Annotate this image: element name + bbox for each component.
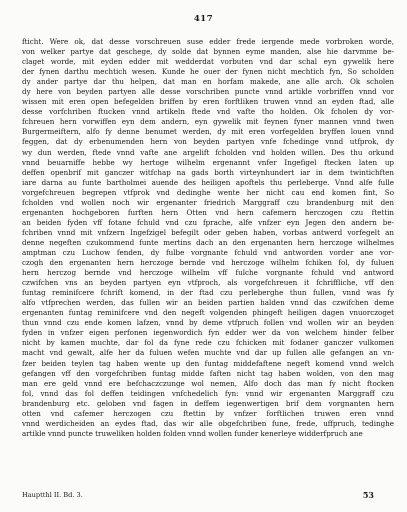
- text-line: fticht. Were ok, dat desse vorschreuen suse edder frede iergende mede vorbroken worde,: [22, 37, 394, 46]
- text-line: hern herczog bernde vnd herczoge wilhelm vff fulche vorgnante fchuld vnd antword: [22, 268, 394, 278]
- text-line: fyden in vnfzer eigen perfonen iegenwordich fyn edder wer da von welchem hinder felber: [22, 328, 394, 338]
- text-line: dy ander partye dar thu helpen, dat man en horfam makede, ane alle arch. Ok scholen: [22, 77, 394, 87]
- signature-mark: Hauptthl II. Bd. 3.: [22, 491, 83, 499]
- text-line: thun vnnd czu ende komen lafzen, vnnd by deme vtfpruch follen vnd wollen wir an beyden: [22, 318, 394, 328]
- text-line: macht vnd gewalt, alfe her da fuluen wefen muchte vnd dar up fullen alle gefangen an vn-: [22, 348, 394, 358]
- text-line: alfo vtfprechen werden, das fullen wir an beiden partien halden vnnd das czwifchen deme: [22, 298, 394, 308]
- text-line: der fynen darthu mechtich wesen. Kunde he ouer der fynen nicht mechtich fyn, So scholden: [22, 67, 394, 77]
- text-line: wissen mit eren open befegelden briffen by eren forftliken truwen vnnd an eyden ftad, alle: [22, 97, 394, 107]
- text-line: Burgermeiftern, alfo fy denne benumet werden, dy mit eren vorfegelden bryffen louen vnnd: [22, 127, 394, 137]
- page-footer: [22, 491, 394, 503]
- text-line: von welker partye dat geschege, dy solde dat bynnen eyme manden, alse hie darvmme be-: [22, 47, 394, 57]
- text-line: brandenburg etc. geloben vnd fagen in deffem iegenwertigen brif dem vorgnanten hern: [22, 398, 394, 408]
- text-line: vorgefchreuen begrepen vtfprok vnd dedinghe wente her nicht cau end komen fint, So: [22, 187, 394, 197]
- text-line: wy dun werden, ftede vnnd vafte ane argelift fcholden vnd holden willen. Des thu orkund: [22, 147, 394, 157]
- text-line: iare darna au funte bartholmei auende des heiligen apoftels thu perleberge. Vnnd alfe fulle: [22, 177, 394, 187]
- text-line: artikle vnnd puncte truweliken holden folden vnnd wollen funder kenerleye widderfpruch ane: [22, 428, 363, 438]
- text-line: desse vorfchriben ftucken vnnd artikeln ftede vnd vafte tho holden. Ok fcholen dy vor-: [22, 107, 394, 117]
- text-line: nicht by kamen muchte, dar fol da fyne rede czu fchicken mit fodaner ganczer vulkomen: [22, 338, 394, 348]
- text-line: vnnd werdicheiden an eydes ftad, das wir alle obgefchriben fune, frede, uffpruch, tedinghe: [22, 418, 394, 428]
- text-line: man ere geld vnnd ere befchaczczunge wol nemen, Alfo doch das man fy nicht ftocken: [22, 378, 394, 388]
- text-line: czwifchen vns an beyden partyen eyn vtfproch, als vorgefchreuen it fchriffliche, vff den: [22, 278, 394, 288]
- text-line: fzer beiden teylen tag haben wente up den funtag middefaftene negeft komend vnnd welch: [22, 358, 394, 368]
- page-number: 417: [193, 14, 214, 24]
- text-line: feggen, dat dy erbenumenden hern von beyden partyen vnfe fchedinge vnnd utfprok, dy: [22, 137, 394, 147]
- text-line: fchriben vnnd mit vnfzern Ingefzigel befegilt oder geben haben, vorbas antwerd vorfegelt an: [22, 227, 394, 237]
- text-line: ergenanten funtag reminifcere vnd den negeft volgenden phingeft heiligen dagen vnuorczoget: [22, 308, 394, 318]
- text-line: claget worde, mit eyden edder mit wedderdat vorbuten vnd dar schal eyn gywelik here: [22, 57, 394, 67]
- text-line: deffen openbrif mit ganczer witfchap na gads borth virteynhundert iar in dem twintichften: [22, 167, 394, 177]
- text-line: gefangen vff den vorgefchriben funtag midde faften nicht tag haben wolden, von den mag: [22, 368, 394, 378]
- text-line: fchreuen hern vorwiffen eyn dem andern, eyn gywelik mit feynen fyner mannen vnnd twen: [22, 117, 394, 127]
- text-line: czogh den ergenanten hern herczoge bernde vnd herczoge wilhelm fchiken fol, dy fuluen: [22, 258, 394, 268]
- text-line: otten vnd cafemer herczogen czu ftettin by vnfzer forftlichen truwen eren vnnd: [22, 408, 394, 418]
- text-line: denne negeften czukommend funte mertins dach an den ergenanten hern herczoge wilhelmes: [22, 237, 394, 247]
- text-line: ergenanten hochgeboren furften hern Otten vnd hern cafemern herczogen czu ftettin: [22, 207, 394, 217]
- text-line: dy here von beyden partyen alle desse vorschriben puncte vnnd artikle vorbriffen vnnd vor: [22, 87, 394, 97]
- text-line: amptman czu Luchow fenden, dy fulbe vorgnante fchuld vnd antworden vorder ane vor-: [22, 247, 394, 257]
- body-text: [22, 37, 394, 439]
- text-line: vnnd beuarniffe hebbe wy hertoge wilhelm ergenannt vnfer Ingefigel ftecken laten up: [22, 157, 394, 167]
- text-line: an beiden fyden vff fotane fchuld vnd czu fprache, alfe vnfzer eyn Jegen den andern be-: [22, 217, 394, 227]
- text-line: fcholden vnd wollen noch wir ergenanter friedrich Marggraff czu brandenburg mit den: [22, 197, 394, 207]
- text-line: fol, vnnd das fol deffen teidingen vnfchedelich fyn: vnnd wir ergenanten Marggraff czu: [22, 388, 394, 398]
- sheet-number: 53: [362, 490, 374, 500]
- text-line: funtag reminifcere fchrift komend, in der ftad czu perleberghe thun fullen, vnnd was fy: [22, 288, 394, 298]
